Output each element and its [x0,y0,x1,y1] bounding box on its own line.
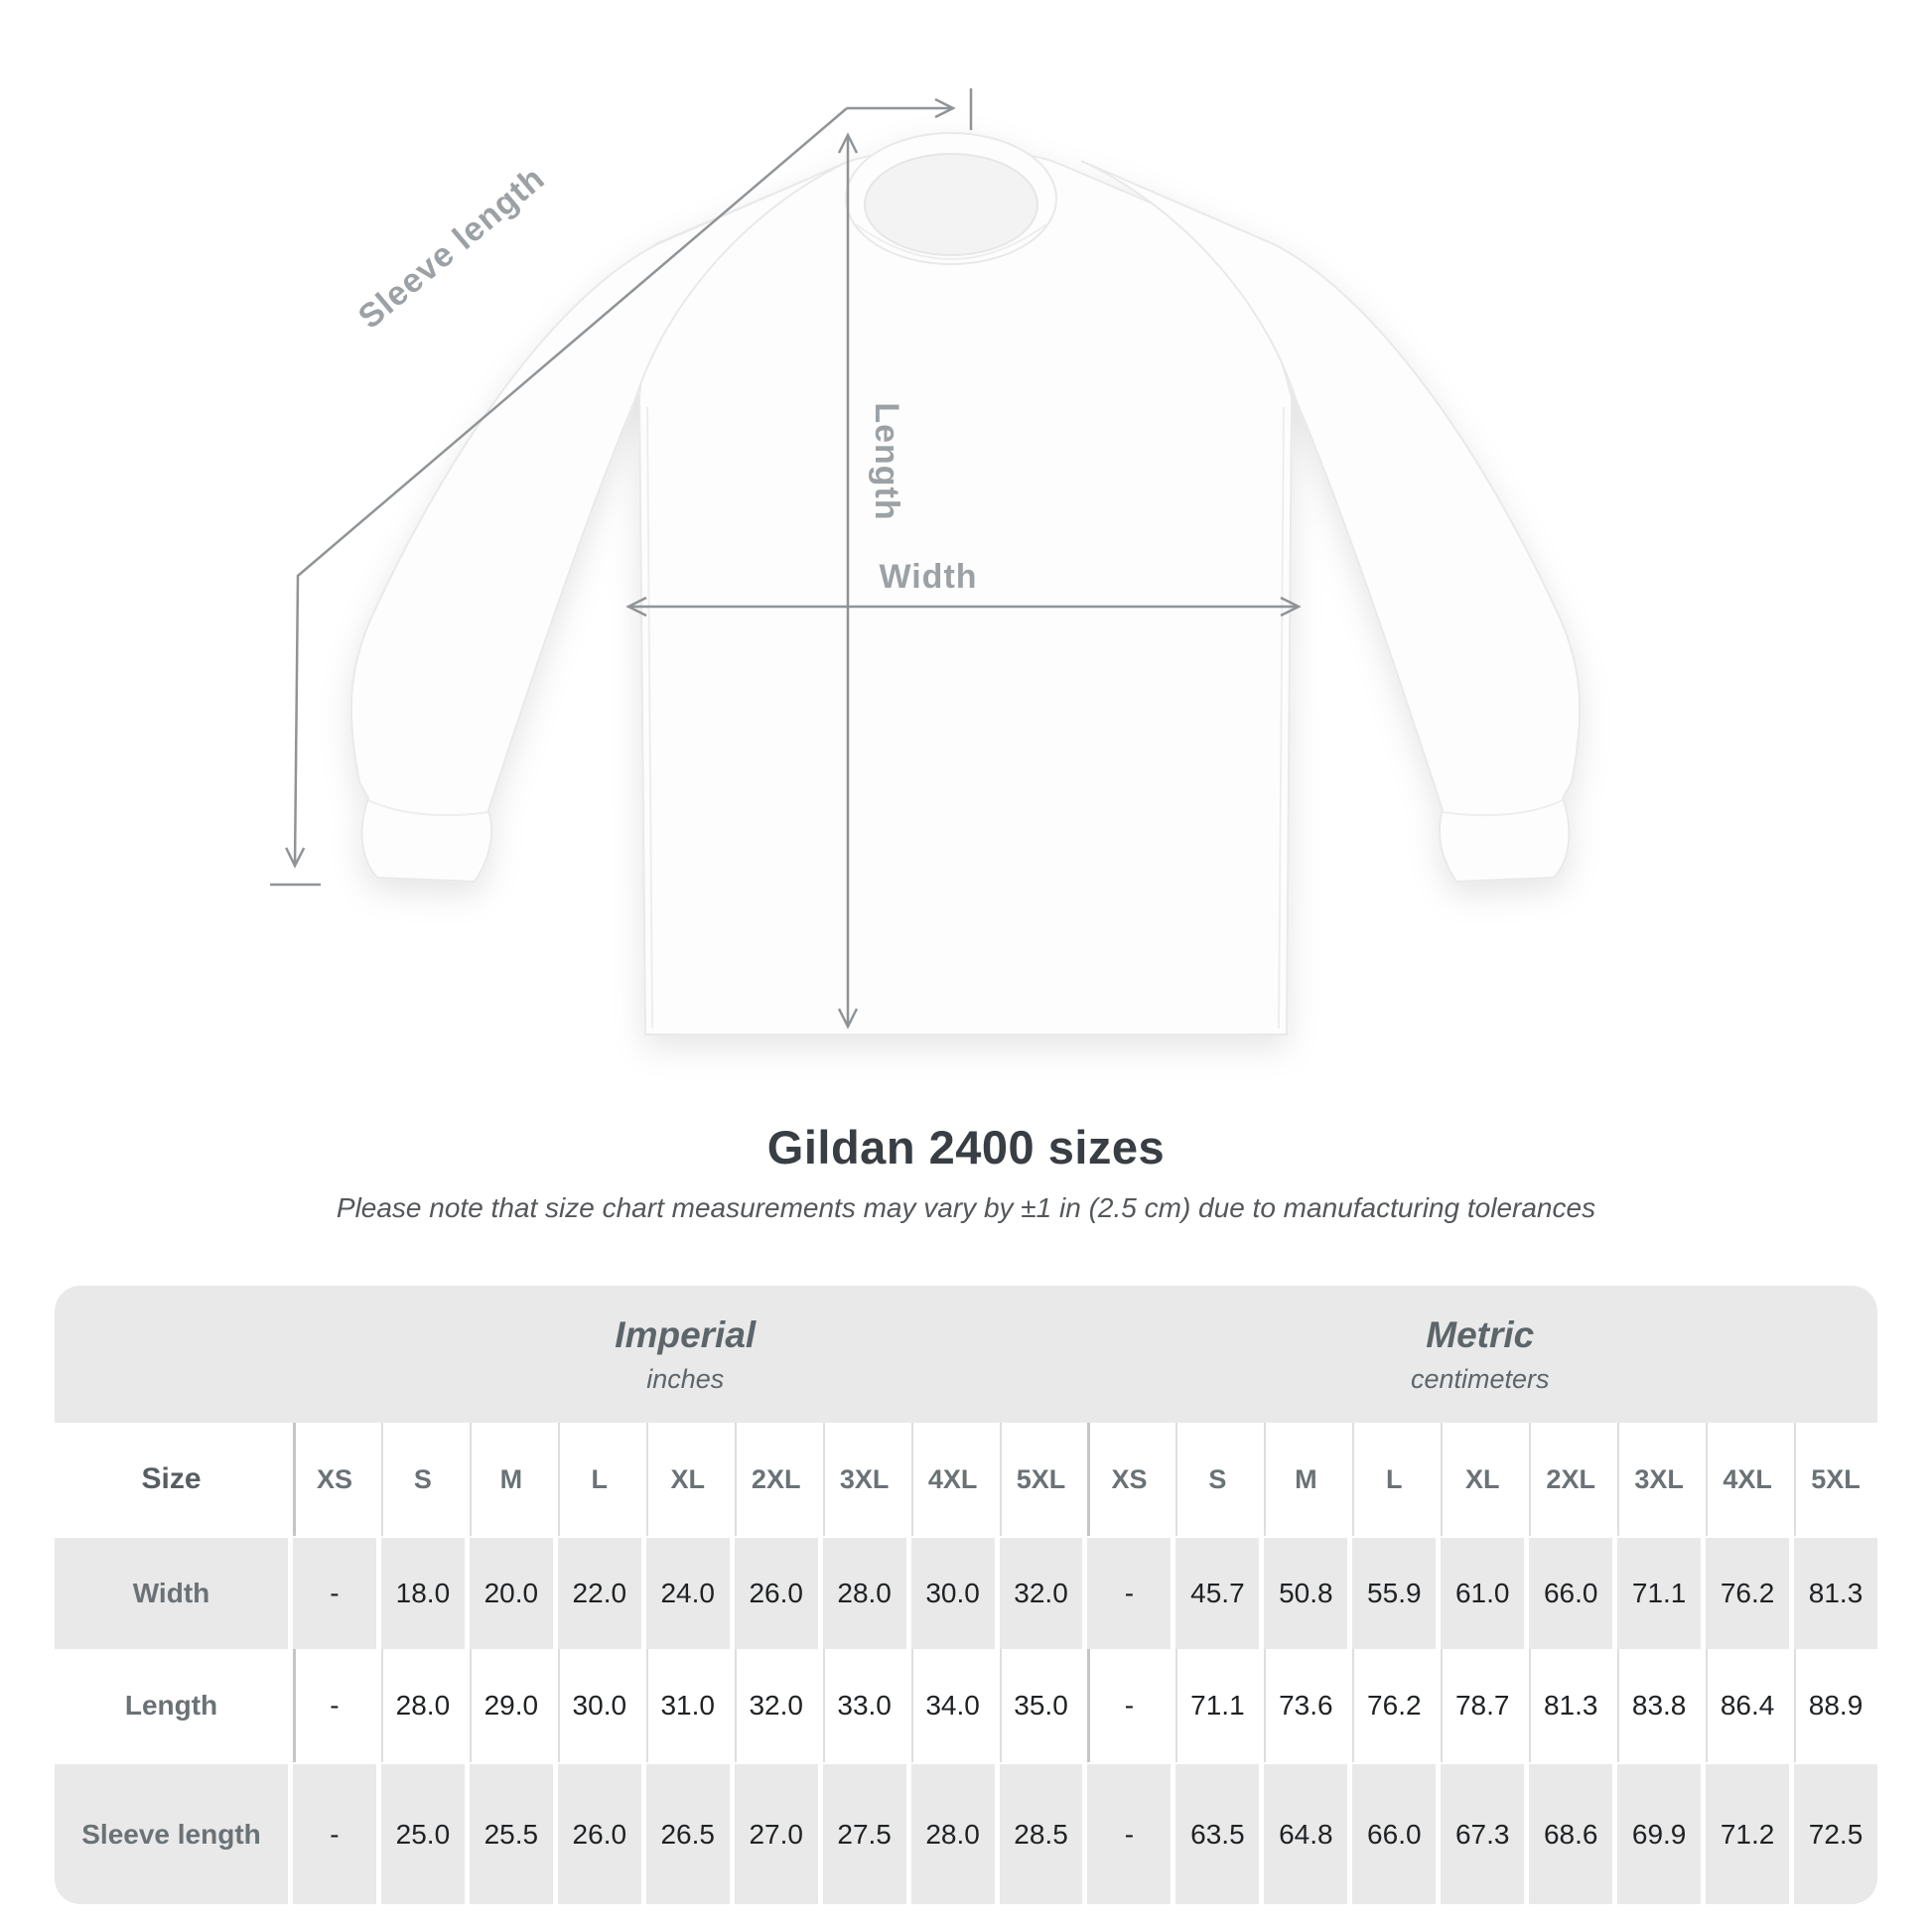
value-cell: 63.5 [1171,1762,1259,1904]
value-cell: 30.0 [906,1536,995,1649]
value-cell: 68.6 [1524,1762,1612,1904]
value-cell: 22.0 [553,1536,641,1649]
collar-opening [865,154,1037,255]
value-cell: - [1082,1536,1171,1649]
value-cell: 32.0 [730,1649,818,1762]
value-cell: 76.2 [1347,1649,1436,1762]
size-label: 4XL [1701,1423,1789,1536]
metric-unit: centimeters [1410,1363,1550,1394]
value-cell: 27.0 [730,1762,818,1904]
chart-title: Gildan 2400 sizes [766,1121,1166,1173]
size-label: 5XL [995,1423,1083,1536]
value-cell: 25.0 [376,1762,465,1904]
size-label: M [1259,1423,1347,1536]
value-cell: 61.0 [1436,1536,1524,1649]
value-cell: 83.8 [1612,1649,1701,1762]
value-cell: - [1082,1762,1171,1904]
metric-label: Metric [1426,1313,1535,1355]
value-cell: 81.3 [1789,1536,1877,1649]
value-cell: 35.0 [995,1649,1083,1762]
imperial-label: Imperial [615,1313,757,1355]
size-label: M [465,1423,553,1536]
value-cell: 72.5 [1789,1762,1877,1904]
size-label: XL [641,1423,730,1536]
size-label: L [1347,1423,1436,1536]
value-cell: 32.0 [995,1536,1083,1649]
value-cell: - [288,1762,376,1904]
value-cell: 71.2 [1701,1762,1789,1904]
value-cell: 20.0 [465,1536,553,1649]
value-cell: 26.0 [730,1536,818,1649]
size-label: 3XL [818,1423,906,1536]
value-cell: 28.5 [995,1762,1083,1904]
unit-header-metric [1083,1286,1878,1423]
value-cell: 67.3 [1436,1762,1524,1904]
size-label: 3XL [1612,1423,1701,1536]
size-label: S [376,1423,465,1536]
row-label: Sleeve length [55,1762,288,1904]
size-table [55,1286,1877,1904]
value-cell: 28.0 [376,1649,465,1762]
value-cell: 66.0 [1524,1536,1612,1649]
value-cell: - [288,1536,376,1649]
value-cell: 45.7 [1171,1536,1259,1649]
unit-header-band [55,1286,1877,1423]
value-cell: 76.2 [1701,1536,1789,1649]
value-cell: 27.5 [818,1762,906,1904]
size-label: L [553,1423,641,1536]
value-cell: 30.0 [553,1649,641,1762]
size-label: XS [288,1423,376,1536]
size-label: XL [1436,1423,1524,1536]
size-label: 5XL [1789,1423,1877,1536]
imperial-unit: inches [646,1363,725,1394]
value-cell: 64.8 [1259,1762,1347,1904]
value-cell: 28.0 [906,1762,995,1904]
value-cell: 24.0 [641,1536,730,1649]
value-cell: 69.9 [1612,1762,1701,1904]
size-label: 2XL [1524,1423,1612,1536]
size-column-header: Size [55,1423,288,1536]
size-label: 4XL [906,1423,995,1536]
value-cell: 78.7 [1436,1649,1524,1762]
width-label: Width [879,558,978,596]
chart-subtitle: Please note that size chart measurements may vary by ±1 in (2.5 cm) due to manufacturing tolerances [336,1192,1596,1223]
value-cell: 26.5 [641,1762,730,1904]
value-cell: 25.5 [465,1762,553,1904]
row-label: Length [55,1649,288,1762]
value-cell: 28.0 [818,1536,906,1649]
size-label: XS [1082,1423,1171,1536]
value-cell: 18.0 [376,1536,465,1649]
value-cell: - [1082,1649,1171,1762]
sleeve-length-label: Sleeve length [350,159,553,337]
value-cell: 50.8 [1259,1536,1347,1649]
value-cell: 81.3 [1524,1649,1612,1762]
value-cell: 55.9 [1347,1536,1436,1649]
value-cell: 71.1 [1171,1649,1259,1762]
size-label: S [1171,1423,1259,1536]
value-cell: 33.0 [818,1649,906,1762]
value-cell: 31.0 [641,1649,730,1762]
heading [0,1120,1932,1224]
row-label: Width [55,1536,288,1649]
value-cell: - [288,1649,376,1762]
size-label: 2XL [730,1423,818,1536]
unit-header-imperial [288,1286,1083,1423]
value-cell: 34.0 [906,1649,995,1762]
value-cell: 86.4 [1701,1649,1789,1762]
value-cell: 71.1 [1612,1536,1701,1649]
value-cell: 66.0 [1347,1762,1436,1904]
size-grid [55,1423,1877,1904]
length-label: Length [868,402,905,521]
value-cell: 88.9 [1789,1649,1877,1762]
value-cell: 29.0 [465,1649,553,1762]
value-cell: 73.6 [1259,1649,1347,1762]
value-cell: 26.0 [553,1762,641,1904]
